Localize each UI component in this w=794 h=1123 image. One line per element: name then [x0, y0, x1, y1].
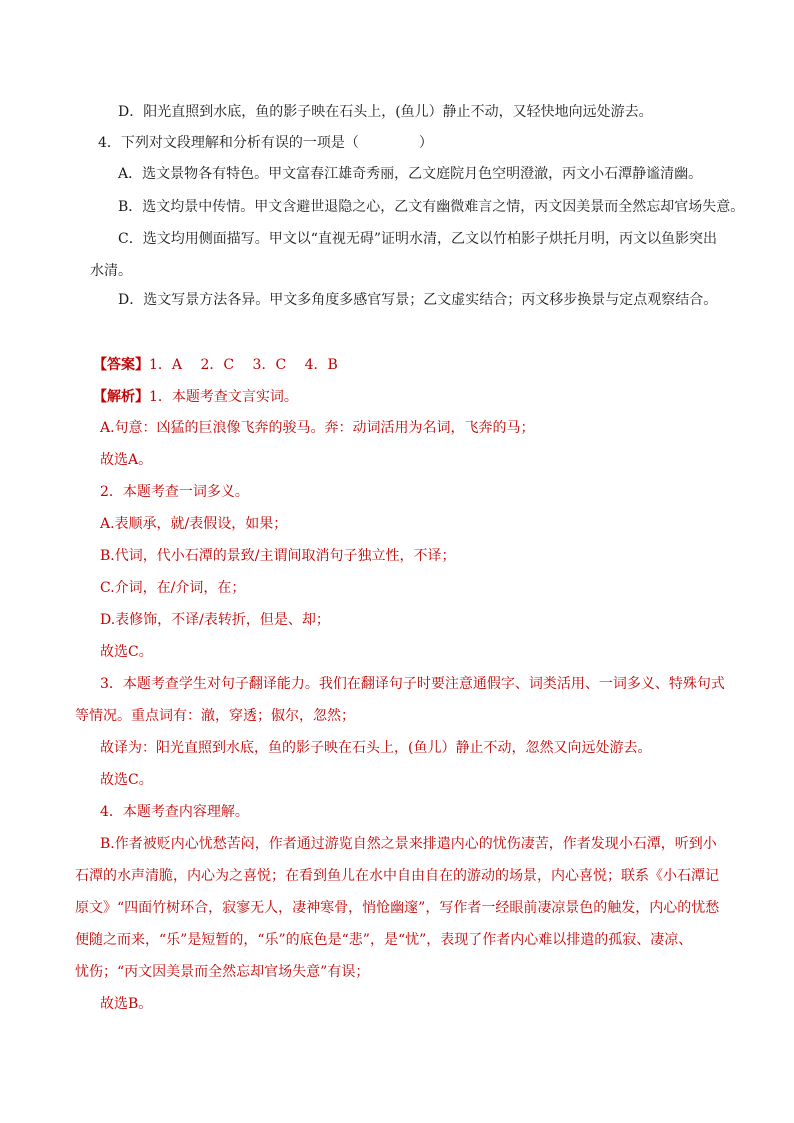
q4-stem-suffix: ） [418, 135, 433, 151]
analysis-text-line: 故选A。 [100, 452, 153, 468]
q4-option-b: B．选文均景中传情。甲文含避世退隐之心，乙文有幽微难言之情，丙文因美景而全然忘却官场失意。 [118, 199, 745, 215]
answer-label: 【答案】 [93, 357, 149, 373]
analysis-text-line: 石潭的水声清脆，内心为之喜悦；在看到鱼儿在水中自由自在的游动的场景，内心喜悦；联系《小石潭记 [75, 868, 719, 884]
q4-option-d: D．选文写景方法各异。甲文多角度多感官写景；乙文虚实结合；丙文移步换景与定点观察结合。 [118, 292, 718, 308]
analysis-text-line: 故选C。 [100, 644, 153, 660]
q4-option-a: A．选文景物各有特色。甲文富春江雄奇秀丽，乙文庭院月色空明澄澈，丙文小石潭静谧清幽。 [118, 166, 703, 182]
analysis-text-line: 原文》“四面竹树环合，寂寥无人，凄神寒骨，悄怆幽邃”，写作者一经眼前凄凉景色的触发，内心的忧愁 [75, 900, 720, 916]
analysis-text-line: 4．本题考查内容理解。 [100, 804, 249, 820]
answer-values: 1．A 2．C 3．C 4．B [149, 357, 338, 373]
analysis-text-line: B.代词，代小石潭的景致/主谓间取消句子独立性，不译； [100, 548, 456, 564]
analysis-label: 【解析】 [93, 389, 149, 405]
analysis-first: 1．本题考查文言实词。 [149, 389, 298, 405]
q4-stem-prefix: 4．下列对文段理解和分析有误的一项是（ [98, 135, 359, 151]
analysis-text-line: 故选C。 [100, 772, 153, 788]
analysis-text-line: D.表修饰，不译/表转折，但是、却； [100, 612, 330, 628]
analysis-text-line: 等情况。重点词有：澈，穿透；俶尔，忽然； [75, 708, 355, 724]
analysis-text-line: 便随之而来，“乐”是短暂的，“乐”的底色是“悲”，是“忧”，表现了作者内心难以排遣的孤寂、凄凉、 [75, 932, 693, 948]
analysis-text-line: 忧伤；“丙文因美景而全然忘却官场失意”有误； [75, 964, 370, 980]
q4-option-c-line1: C．选文均用侧面描写。甲文以“直视无碍”证明水清，乙文以竹柏影子烘托月明，丙文以鱼影突出 [118, 231, 718, 247]
analysis-text-line: C.介词，在/介词，在； [100, 580, 246, 596]
analysis-text-line: 故选B。 [100, 996, 153, 1012]
q4-stem [98, 133, 433, 153]
analysis-text-line: A.表顺承，就/表假设，如果； [100, 516, 288, 532]
analysis-text-line: A.句意：凶猛的巨浪像飞奔的骏马。奔：动词活用为名词，飞奔的马； [100, 420, 535, 436]
q3-option-d: D．阳光直照到水底，鱼的影子映在石头上，(鱼儿）静止不动，又轻快地向远处游去。 [118, 104, 653, 120]
answer-line [93, 355, 338, 375]
analysis-text-line: B.作者被贬内心忧愁苦闷，作者通过游览自然之景来排遣内心的忧伤凄苦，作者发现小石潭，听到小 [100, 836, 717, 852]
q4-option-c-line2: 水清。 [90, 263, 132, 279]
analysis-line [93, 387, 298, 407]
analysis-text-line: 故译为：阳光直照到水底，鱼的影子映在石头上，(鱼儿）静止不动，忽然又向远处游去。 [100, 740, 652, 756]
analysis-text-line: 2．本题考查一词多义。 [100, 484, 249, 500]
analysis-text-line: 3．本题考查学生对句子翻译能力。我们在翻译句子时要注意通假字、词类活用、一词多义、特殊句式 [100, 676, 725, 692]
